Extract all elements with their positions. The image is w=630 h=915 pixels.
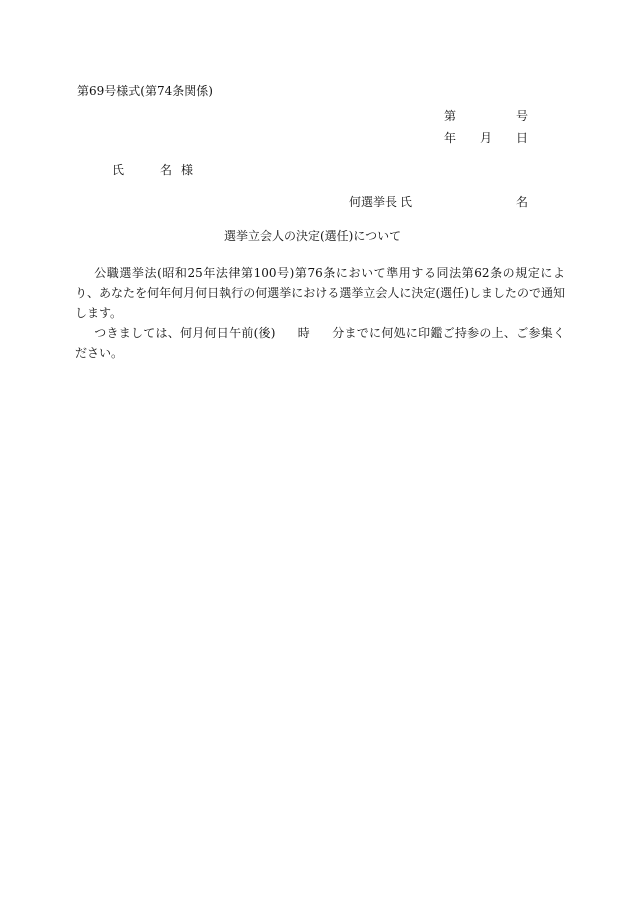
addressee-shi: 氏 bbox=[112, 163, 125, 177]
paragraph-2-part-2: 分までに何処に印鑑ご持参の上、ご参集ください。 bbox=[75, 326, 565, 360]
document-body bbox=[75, 263, 565, 363]
addressee-honorific: 様 bbox=[181, 163, 194, 177]
document-title: 選挙立会人の決定(選任)について bbox=[224, 229, 402, 243]
paragraph-2-part-1: つきましては、何月何日午前(後) bbox=[94, 326, 276, 340]
paragraph-2-hour-label: 時 bbox=[297, 326, 311, 340]
body-paragraph-2 bbox=[75, 323, 565, 363]
sender-title: 何選挙長 bbox=[349, 195, 398, 209]
date-year: 年 bbox=[444, 131, 457, 145]
date-month: 月 bbox=[480, 131, 493, 145]
sender-shi: 氏 bbox=[400, 195, 413, 209]
form-label: 第69号様式(第74条関係) bbox=[77, 84, 213, 98]
sender-mei: 名 bbox=[516, 195, 529, 209]
doc-number-prefix: 第 bbox=[444, 109, 457, 123]
doc-number-suffix: 号 bbox=[516, 109, 529, 123]
body-paragraph-1: 公職選挙法(昭和25年法律第100号)第76条において準用する同法第62条の規定により、あなたを何年何月何日執行の何選挙における選挙立会人に決定(選任)しましたので通知します。 bbox=[75, 266, 565, 320]
addressee-mei: 名 bbox=[160, 163, 173, 177]
date-day: 日 bbox=[516, 131, 529, 145]
